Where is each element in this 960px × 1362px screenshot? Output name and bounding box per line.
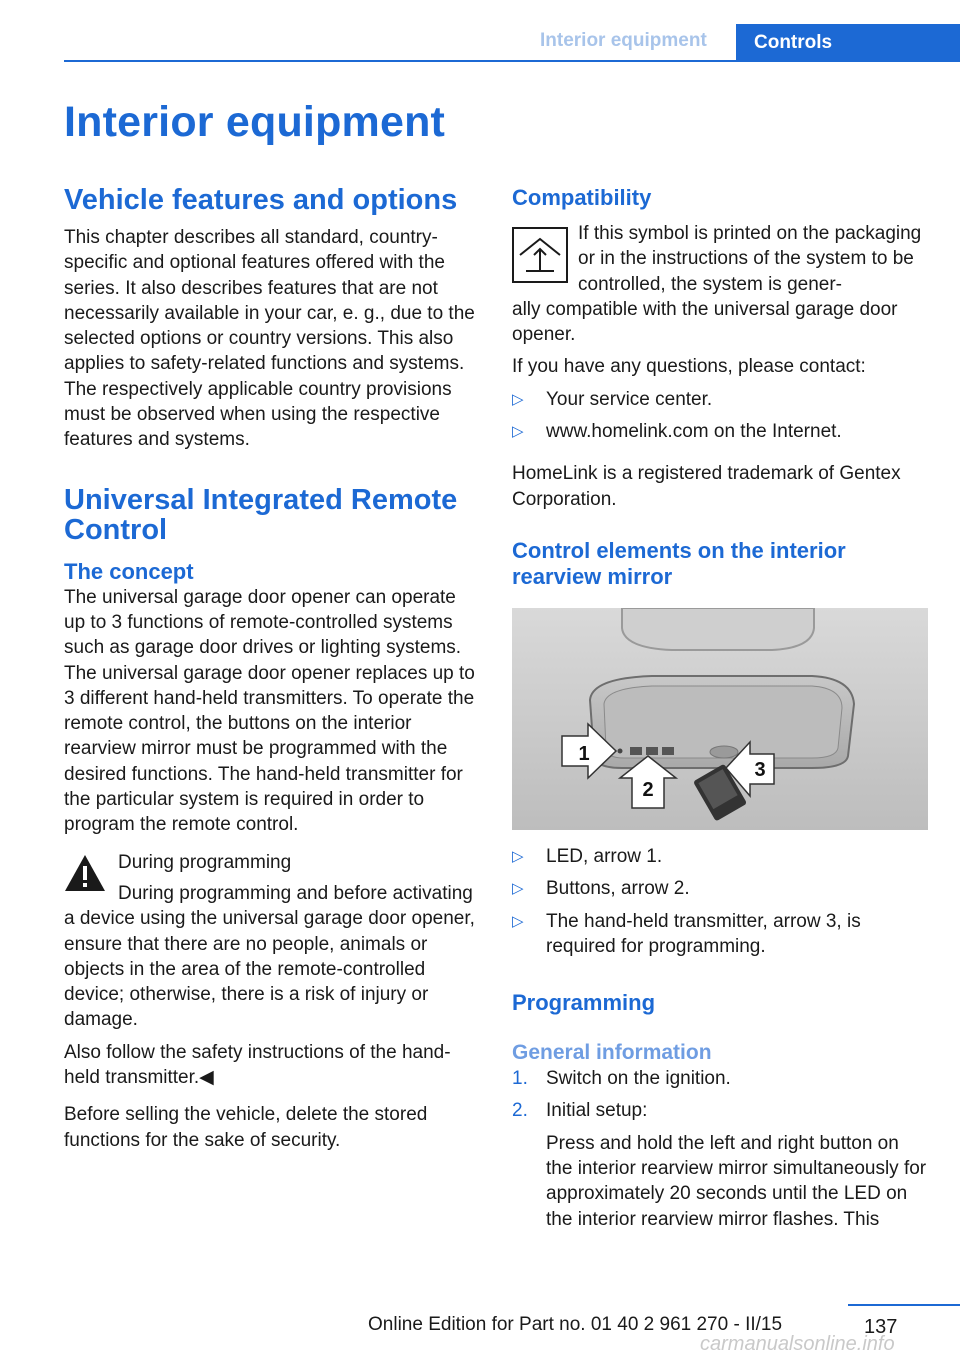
compatibility-text-b: ally compatible with the universal garage door opener. [512, 298, 898, 346]
warning-icon [64, 854, 106, 892]
safety-text: Also follow the safety instructions of the hand-held transmitter.◀ [64, 1041, 451, 1089]
compatibility-block [512, 221, 930, 347]
general-information-heading: General information [512, 1041, 712, 1065]
list-item: 1. Switch on the ignition. [512, 1068, 731, 1090]
edition-text: Online Edition for Part no. 01 40 2 961 270 - II/15 [368, 1314, 783, 1335]
vehicle-features-text: This chapter describes all standard, country-specific and optional features offered with the series. It also describes features that are not necessarily available in your car, e. g., due to the selected options or country versions. This also applies to safety-related functions and systems. The respectively applicable country provisions must be observed when using the respective features and systems. [64, 227, 475, 451]
step2-detail: Press and hold the left and right button on the interior rearview mirror simultaneously for approximately 20 seconds until the LED on the interior rearview mirror flashes. This [546, 1132, 927, 1230]
vehicle-features-heading: Vehicle features and options [64, 184, 458, 216]
list-item: ▷ Buttons, arrow 2. [512, 878, 690, 900]
list-item: ▷ www.homelink.com on the Internet. [512, 421, 842, 443]
header-tab-controls[interactable]: Controls [736, 24, 960, 62]
figure-label-3: 3 [754, 758, 766, 781]
page-number: 137 [864, 1316, 898, 1338]
list-item: ▷ LED, arrow 1. [512, 845, 663, 867]
compatibility-text-a: If this symbol is printed on the packaging or in the instructions of the system to be controlled, the system is gener- [578, 223, 922, 295]
list-item: ▷ The hand-held transmitter, arrow 3, is required for programming. [512, 910, 861, 957]
left-column [64, 185, 482, 1153]
list-item: ▷ Your service center. [512, 388, 713, 410]
list-item: 2. Initial setup: Press and hold the left and right button on the interior rearview mirror simultaneously for approximately 20 seconds until the LED on the interior rearview mirror flashes. This [512, 1098, 930, 1231]
programming-heading: Programming [512, 990, 656, 1016]
concept-heading: The concept [64, 558, 194, 584]
contact-text: If you have any questions, please contact: [512, 356, 866, 378]
header-rule [64, 60, 960, 62]
header-section-title: Interior equipment [540, 30, 707, 51]
compatibility-heading: Compatibility [512, 185, 652, 210]
rearview-mirror-figure [512, 608, 928, 830]
uirc-heading: Universal Integrated Remote Control [64, 483, 458, 546]
trademark-text: HomeLink is a registered trademark of Gentex Corporation. [512, 463, 901, 510]
control-elements-list [512, 844, 930, 959]
footer-rule [848, 1304, 960, 1306]
contact-list [512, 387, 930, 445]
right-column [512, 185, 930, 1239]
warning-title: During programming [118, 851, 292, 873]
figure-label-2: 2 [642, 778, 654, 801]
warning-block [64, 850, 482, 1033]
watermark: carmanualsonline.info [700, 1333, 895, 1355]
figure-label-1: 1 [578, 742, 590, 765]
programming-steps [512, 1066, 930, 1232]
sell-text: Before selling the vehicle, delete the stored functions for the sake of security. [64, 1104, 428, 1151]
chapter-title: Interior equipment [64, 98, 446, 146]
concept-text: The universal garage door opener can operate up to 3 functions of remote-controlled systems such as garage door drives or lighting systems. The universal garage door opener replaces up to 3 different hand-held transmitters. To operate the remote control, the buttons on the interior rearview mirror must be programmed with the desired functions. The hand-held transmitter for the particular system is required in order to program the remote control. [64, 586, 475, 836]
control-elements-heading: Control elements on the interior rearview mirror [512, 537, 846, 589]
homelink-compat-icon [512, 227, 568, 283]
warning-text: During programming and before activating a device using the universal garage door opener, ensure that there are no people, animals or objects in the area of the remote-controlled device; otherwise, there is a risk of injury or damage. [64, 882, 475, 1031]
